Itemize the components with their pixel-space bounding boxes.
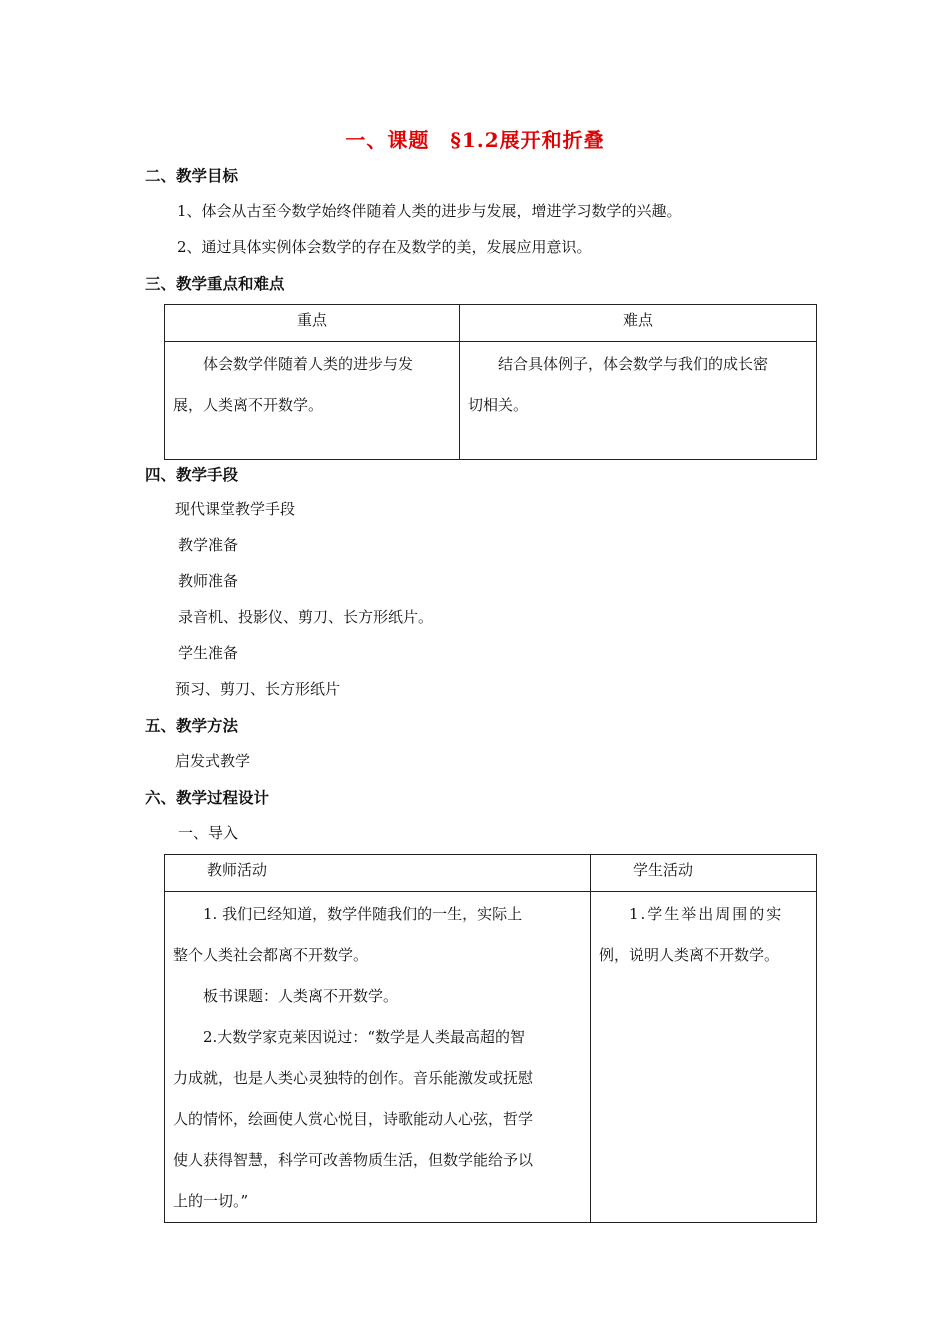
cell-line: 体会数学伴随着人类的进步与发 (203, 355, 414, 373)
process-subheading: 一、导入 (178, 824, 239, 842)
table-header-student: 学生活动 (591, 855, 817, 892)
means-line: 学生准备 (178, 644, 239, 662)
cell-line: 1. 我们已经知道，数学伴随我们的一生，实际上 (203, 905, 523, 923)
student-activity-cell (591, 892, 817, 1223)
key-points-table (164, 304, 817, 460)
cell-line: 上的一切。” (173, 1192, 249, 1210)
means-heading: 四、教学手段 (145, 465, 239, 484)
method-heading: 五、教学方法 (145, 716, 239, 735)
goal-item: 1、体会从古至今数学始终伴随着人类的进步与发展，增进学习数学的兴趣。 (177, 202, 682, 220)
key-points-heading: 三、教学重点和难点 (145, 274, 285, 293)
cell-line: 例，说明人类离不开数学。 (599, 946, 780, 964)
cell-line: 人的情怀，绘画使人赏心悦目，诗歌能动人心弦，哲学 (173, 1110, 534, 1128)
cell-line: 2.大数学家克莱因说过：“数学是人类最高超的智 (203, 1028, 525, 1046)
table-header-key: 重点 (165, 305, 460, 342)
page-title: 一、课题 §1.2展开和折叠 (345, 128, 605, 152)
means-line: 教学准备 (178, 536, 239, 554)
cell-line: 结合具体例子，体会数学与我们的成长密 (498, 355, 769, 373)
cell-line: 展，人类离不开数学。 (173, 396, 324, 414)
cell-line: 切相关。 (468, 396, 529, 414)
table-header-teacher: 教师活动 (165, 855, 591, 892)
means-line: 教师准备 (178, 572, 239, 590)
difficulty-cell (460, 342, 817, 460)
cell-line: 整个人类社会都离不开数学。 (173, 946, 369, 964)
means-line: 预习、剪刀、长方形纸片 (175, 680, 341, 698)
key-point-cell (165, 342, 460, 460)
means-line: 录音机、投影仪、剪刀、长方形纸片。 (178, 608, 434, 626)
table-header-difficulty: 难点 (460, 305, 817, 342)
goal-item: 2、通过具体实例体会数学的存在及数学的美，发展应用意识。 (177, 238, 592, 256)
cell-line: 1.学生举出周围的实 (629, 905, 784, 923)
teacher-activity-cell (165, 892, 591, 1223)
cell-line: 力成就，也是人类心灵独特的创作。音乐能激发或抚慰 (173, 1069, 534, 1087)
goals-heading: 二、教学目标 (145, 166, 239, 185)
cell-line: 使人获得智慧，科学可改善物质生活，但数学能给予以 (173, 1151, 534, 1169)
method-text: 启发式教学 (175, 752, 251, 770)
means-line: 现代课堂教学手段 (175, 500, 296, 518)
process-table (164, 854, 817, 1223)
process-heading: 六、教学过程设计 (145, 788, 270, 807)
cell-line: 板书课题：人类离不开数学。 (203, 987, 399, 1005)
